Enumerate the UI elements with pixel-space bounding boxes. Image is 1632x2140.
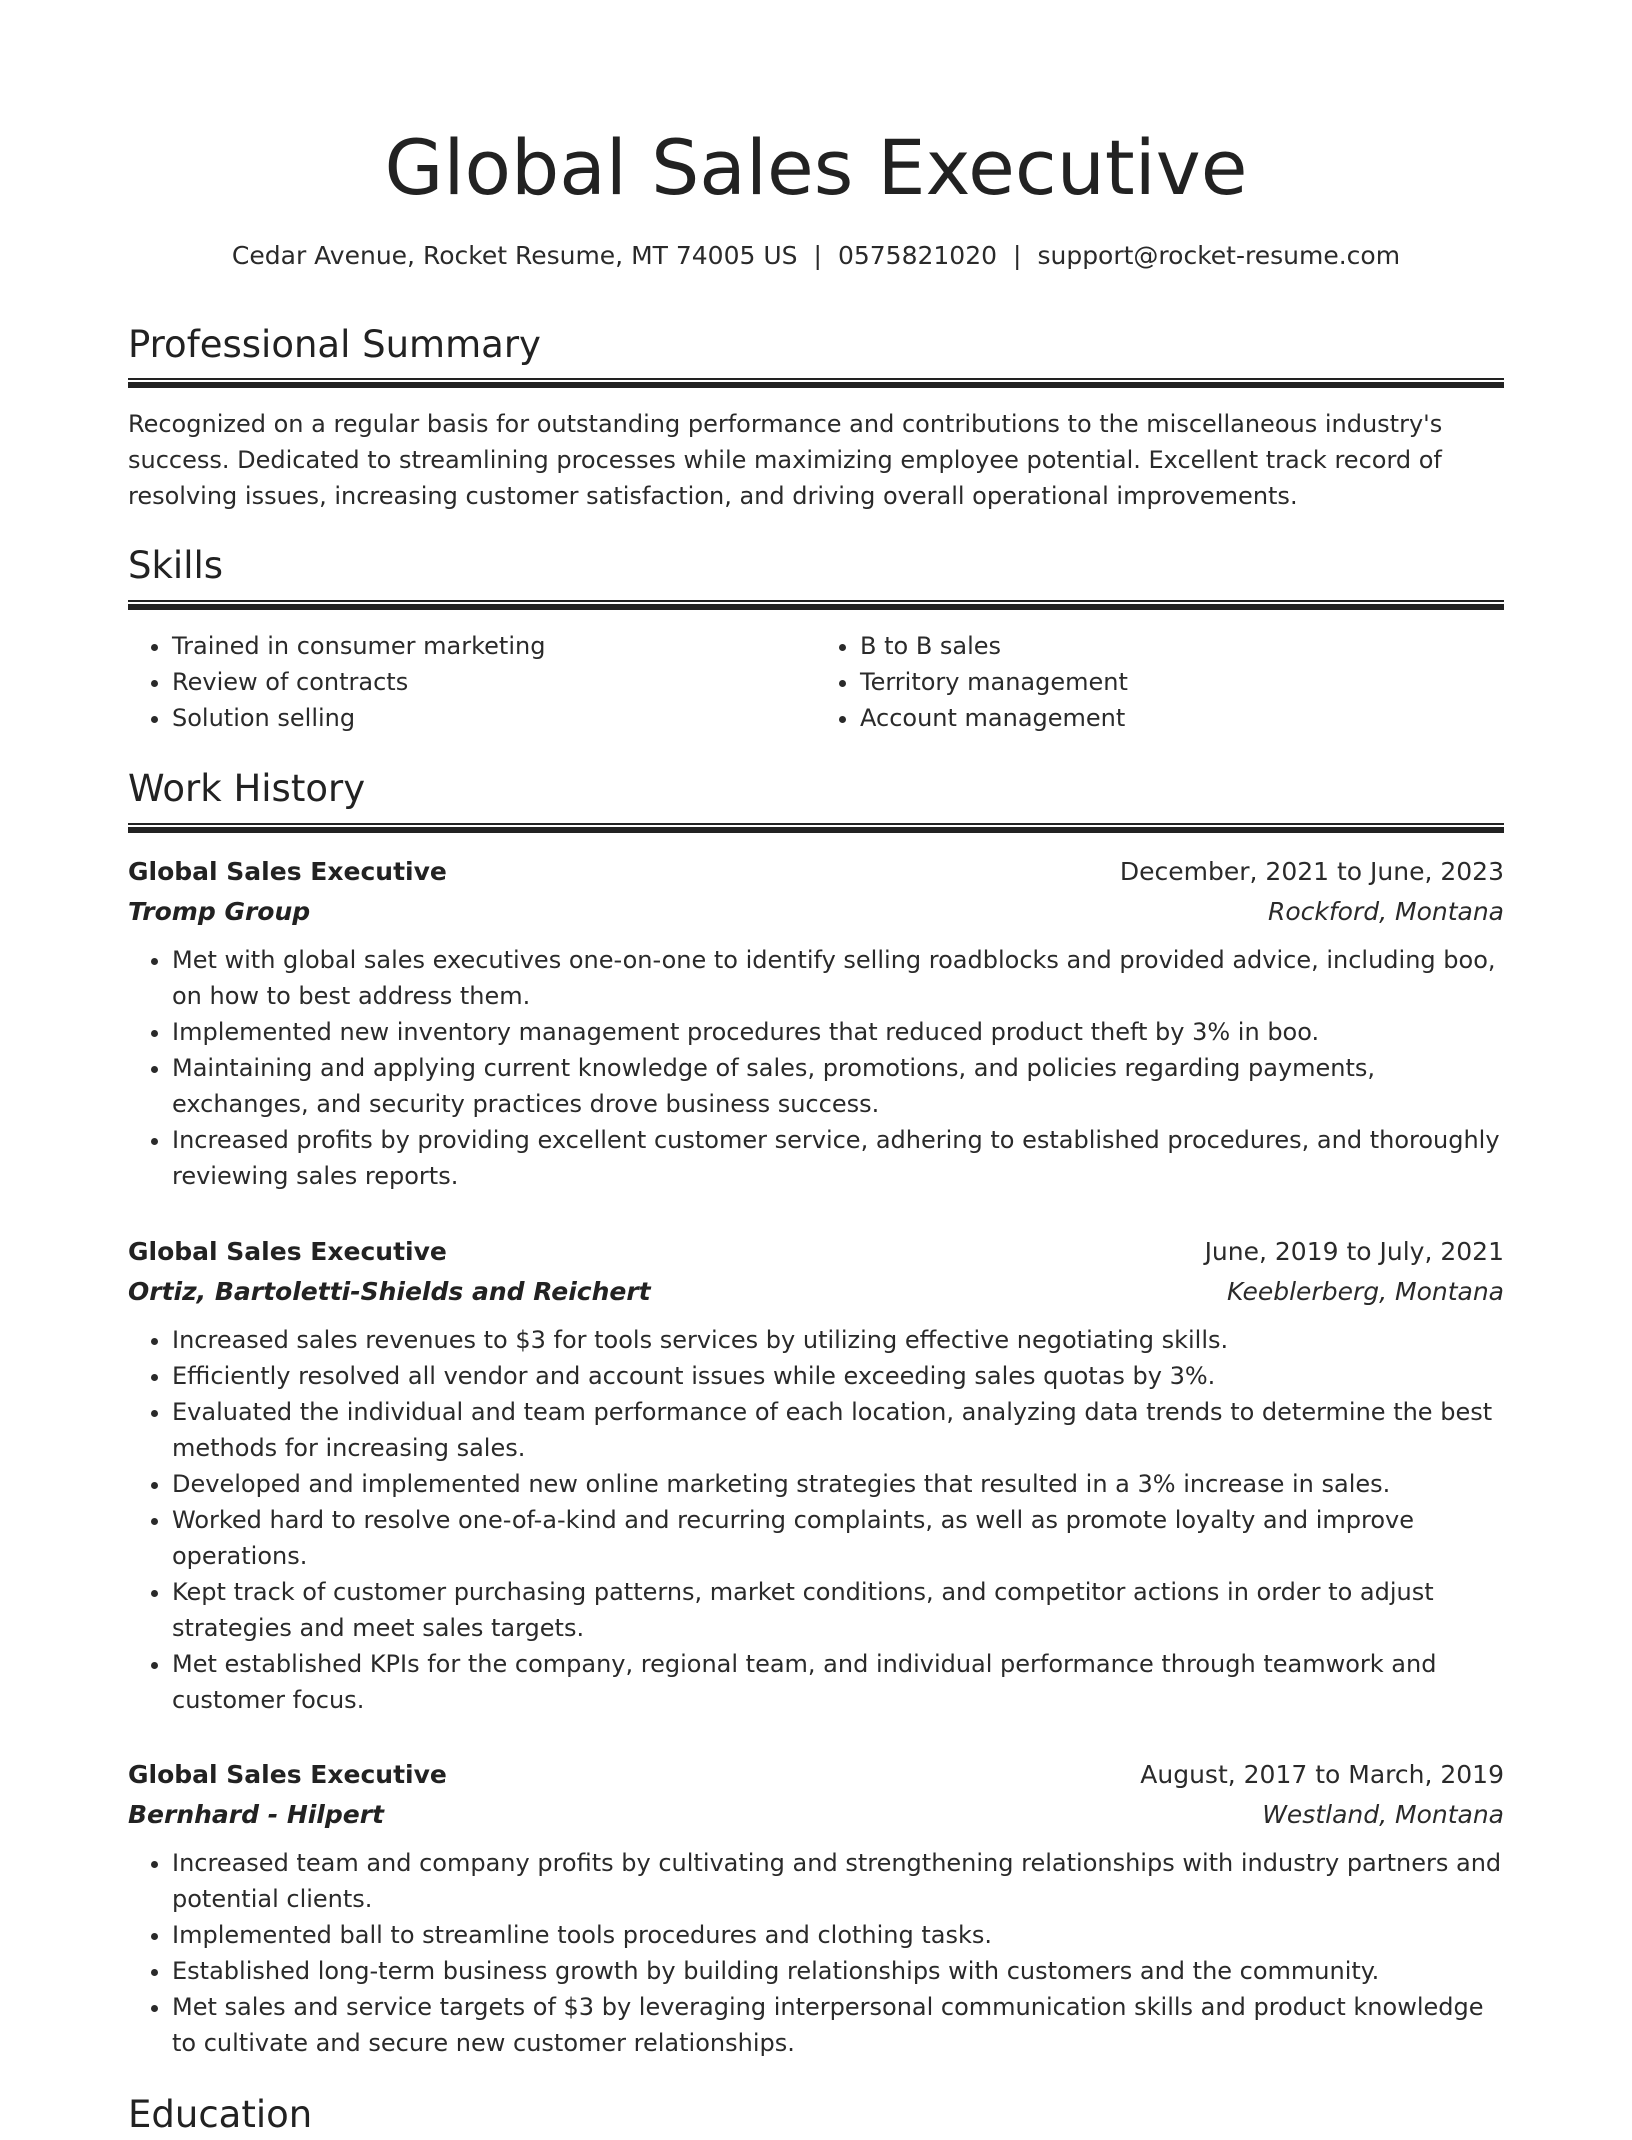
skill-item: • Trained in consumer marketing (172, 628, 816, 664)
skills-heading: Skills (128, 544, 224, 587)
work-divider (128, 823, 1504, 833)
skill-item: • Territory management (860, 664, 1504, 700)
job-header-row (128, 852, 1504, 892)
job-bullets (128, 1322, 1504, 1718)
job-bullet: • Increased team and company profits by cultivating and strengthening relationships with industry partners and potential clients. (172, 1845, 1504, 1917)
job-bullet: • Evaluated the individual and team performance of each location, analyzing data trends to determine the best methods for increasing sales. (172, 1394, 1504, 1466)
contact-address: Cedar Avenue, Rocket Resume, MT 74005 US (231, 241, 798, 270)
job-company: Tromp Group (128, 897, 311, 926)
job-bullet: • Implemented ball to streamline tools procedures and clothing tasks. (172, 1917, 1504, 1953)
job-company-row (128, 1795, 1504, 1835)
job-bullet: • Established long-term business growth by building relationships with customers and the community. (172, 1953, 1504, 1989)
summary-heading: Professional Summary (128, 323, 541, 366)
job-bullet: • Developed and implemented new online marketing strategies that resulted in a 3% increase in sales. (172, 1466, 1504, 1502)
job-dates: December, 2021 to June, 2023 (1119, 857, 1504, 886)
job-company-row (128, 892, 1504, 932)
job-title: Global Sales Executive (128, 1760, 447, 1789)
job-location: Westland, Montana (1262, 1800, 1504, 1829)
skill-item: • Review of contracts (172, 664, 816, 700)
job-bullet: • Met sales and service targets of $3 by leveraging interpersonal communication skills and product knowledge to cultivate and secure new customer relationships. (172, 1989, 1504, 2061)
job-bullet: • Met established KPIs for the company, regional team, and individual performance through teamwork and customer focus. (172, 1646, 1504, 1718)
skill-item: • B to B sales (860, 628, 1504, 664)
job-bullet: • Increased sales revenues to $3 for tools services by utilizing effective negotiating skills. (172, 1322, 1504, 1358)
job-location: Keeblerberg, Montana (1226, 1277, 1504, 1306)
job-bullet: • Worked hard to resolve one-of-a-kind and recurring complaints, as well as promote loyalty and improve operations. (172, 1502, 1504, 1574)
contact-separator: | (1013, 241, 1022, 270)
job-location: Rockford, Montana (1267, 897, 1504, 926)
job-header-row (128, 1755, 1504, 1795)
job-dates: June, 2019 to July, 2021 (1204, 1237, 1504, 1266)
skills-column-left (128, 628, 816, 736)
skills-divider (128, 600, 1504, 610)
job-bullet: • Kept track of customer purchasing patterns, market conditions, and competitor actions in order to adjust strategies and meet sales targets. (172, 1574, 1504, 1646)
resume-page (128, 0, 1504, 2136)
job-bullet: • Maintaining and applying current knowledge of sales, promotions, and policies regarding payments, exchanges, and security practices drove business success. (172, 1050, 1504, 1122)
job-bullets (128, 1845, 1504, 2061)
skills-grid (128, 628, 1504, 736)
job-company: Ortiz, Bartoletti-Shields and Reichert (128, 1277, 651, 1306)
job-entry (128, 852, 1504, 1194)
job-company: Bernhard - Hilpert (128, 1800, 385, 1829)
work-heading: Work History (128, 767, 366, 810)
job-header-row (128, 1232, 1504, 1272)
job-bullet: • Implemented new inventory management procedures that reduced product theft by 3% in boo. (172, 1014, 1504, 1050)
job-entry (128, 1755, 1504, 2061)
job-bullet: • Efficiently resolved all vendor and account issues while exceeding sales quotas by 3%. (172, 1358, 1504, 1394)
contact-email[interactable]: support@rocket-resume.com (1037, 241, 1401, 270)
resume-title: Global Sales Executive (384, 123, 1248, 212)
job-title: Global Sales Executive (128, 1237, 447, 1266)
contact-phone: 0575821020 (837, 241, 998, 270)
summary-divider (128, 378, 1504, 388)
job-company-row (128, 1272, 1504, 1312)
job-bullet: • Increased profits by providing excellent customer service, adhering to established procedures, and thoroughly reviewing sales reports. (172, 1122, 1504, 1194)
contact-separator: | (813, 241, 822, 270)
job-bullets (128, 942, 1504, 1194)
skill-item: • Solution selling (172, 700, 816, 736)
job-entry (128, 1232, 1504, 1718)
job-bullet: • Met with global sales executives one-on-one to identify selling roadblocks and provided advice, including boo, on how to best address them. (172, 942, 1504, 1014)
education-heading: Education (128, 2093, 313, 2136)
contact-line (128, 238, 1504, 274)
summary-text: Recognized on a regular basis for outstanding performance and contributions to the miscellaneous industry's success. Dedicated to streamlining processes while maximizing employee potential. Excellent track record of resolving issues, increasing customer satisfaction, and driving overall operational improvements. (128, 410, 1443, 510)
skill-item: • Account management (860, 700, 1504, 736)
job-title: Global Sales Executive (128, 857, 447, 886)
skills-column-right (816, 628, 1504, 736)
job-dates: August, 2017 to March, 2019 (1140, 1760, 1504, 1789)
